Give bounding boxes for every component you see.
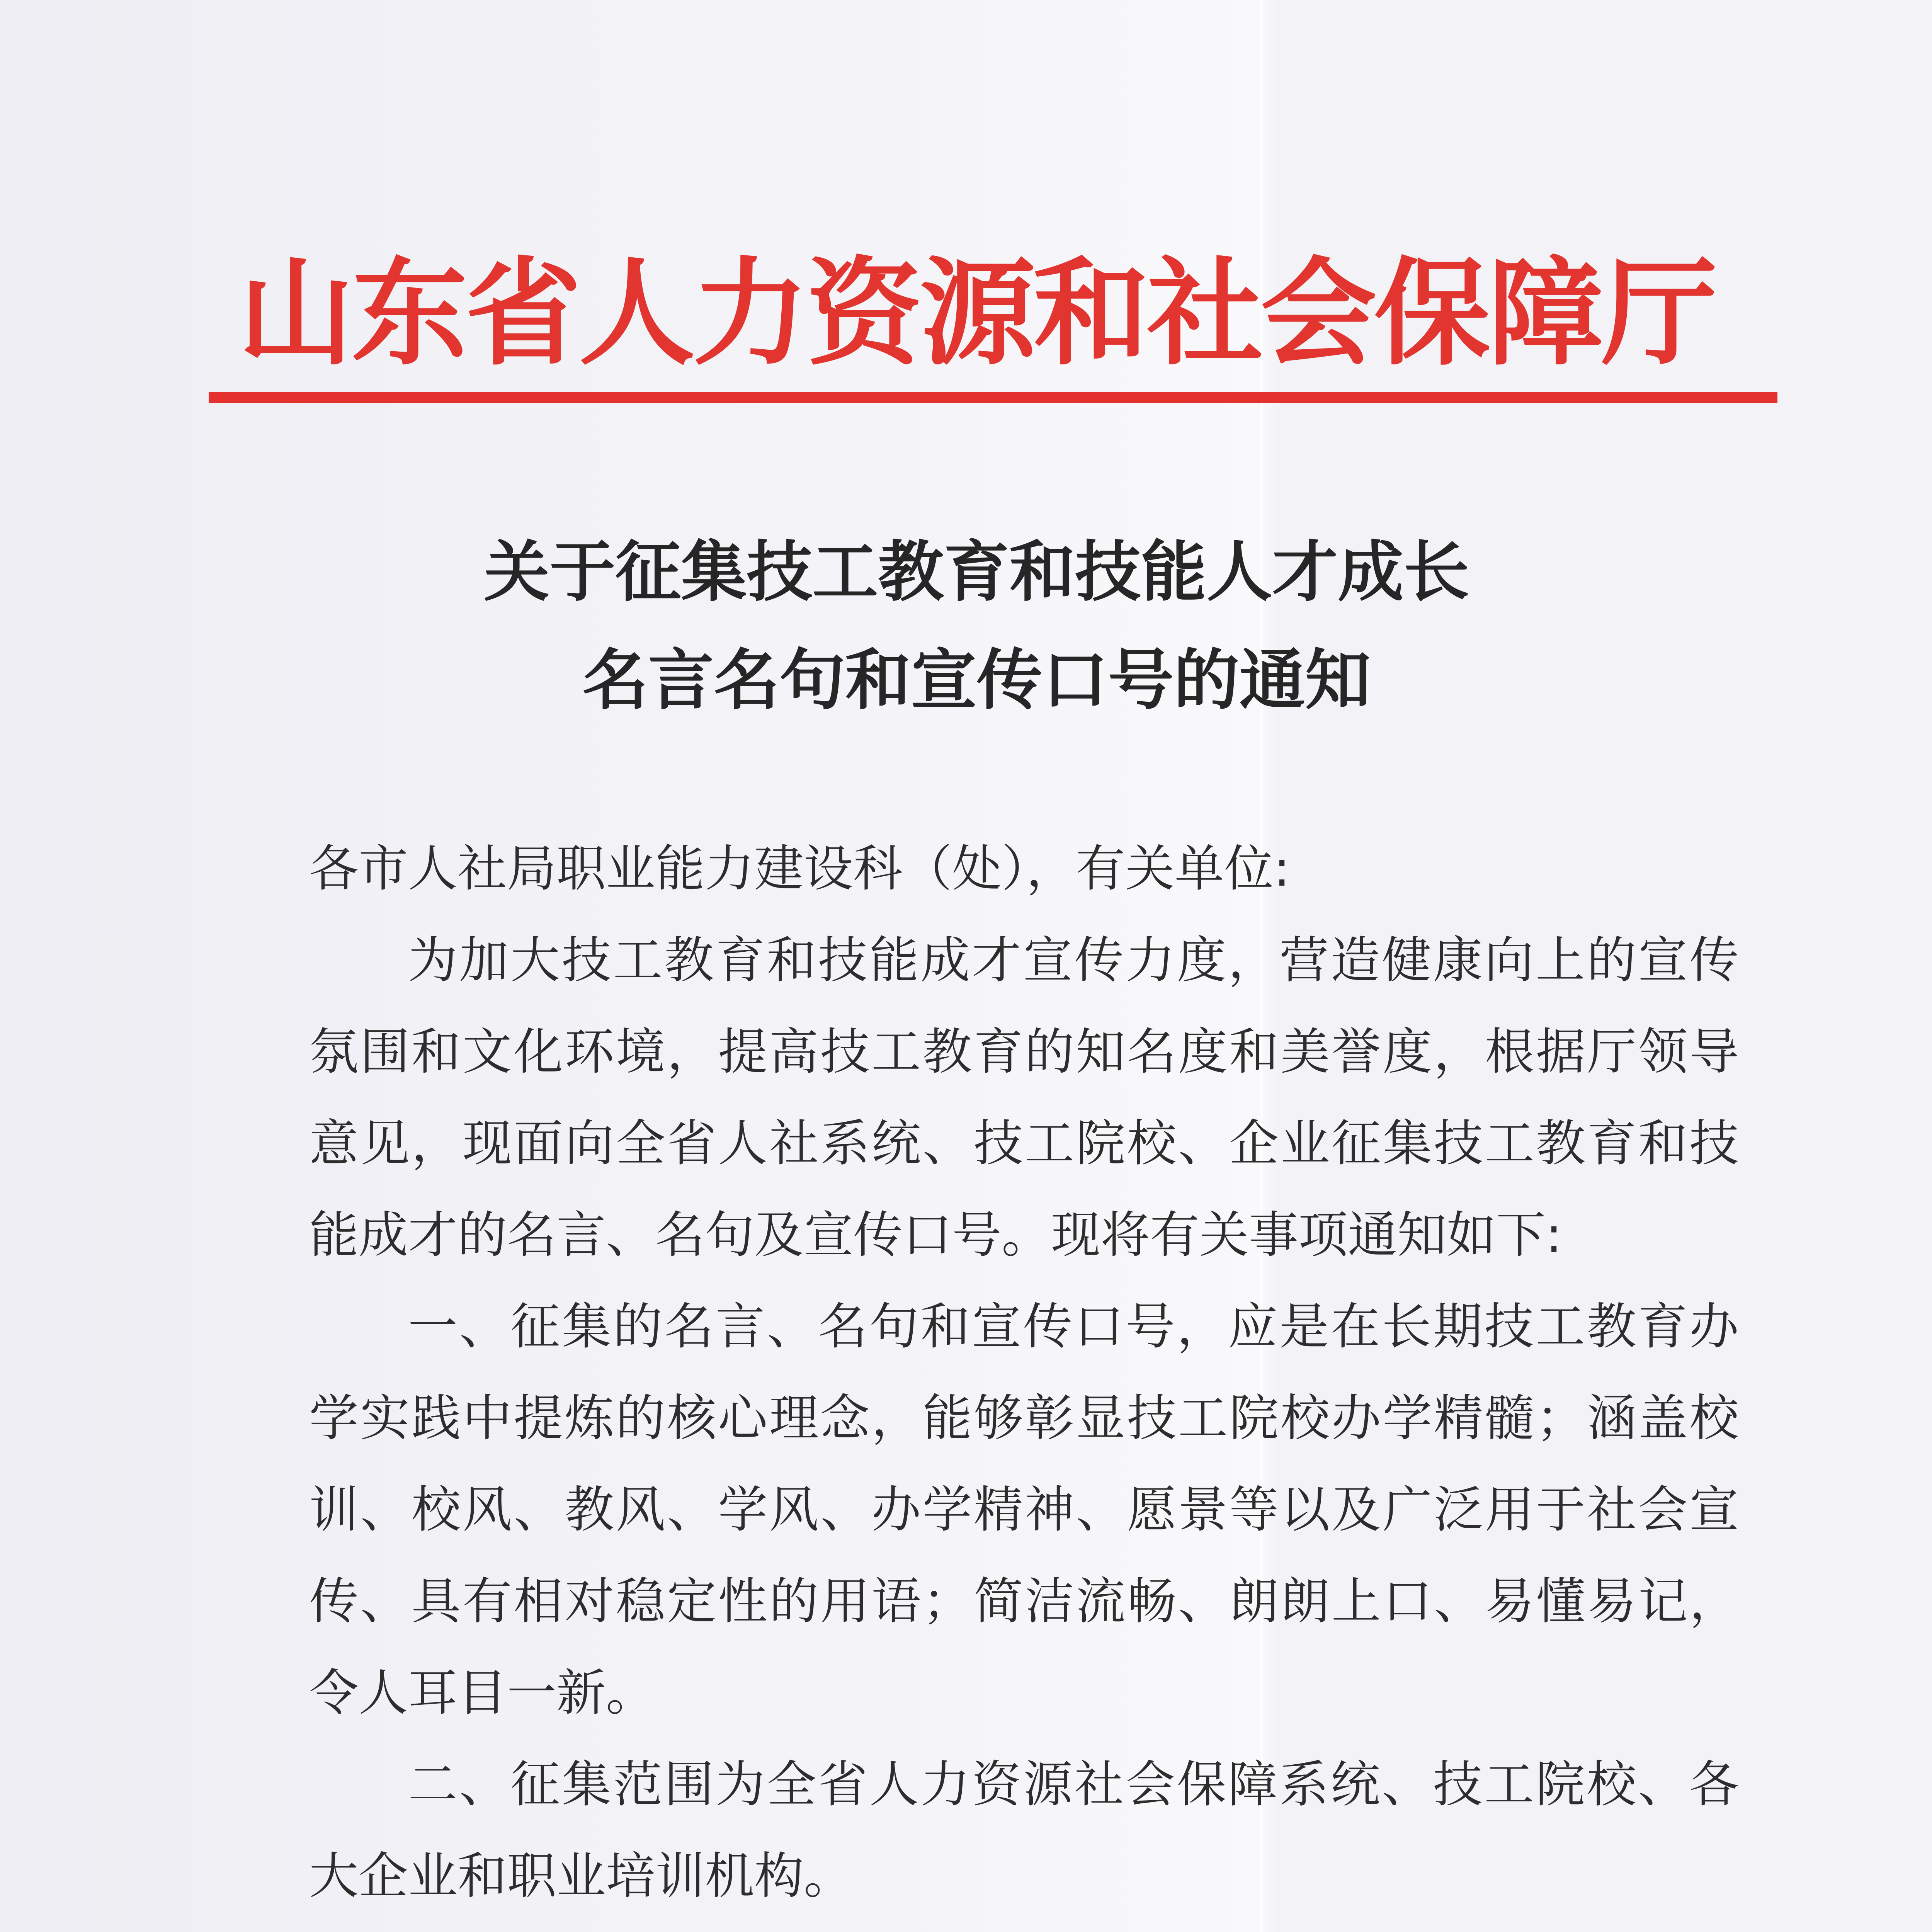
notice-title-line-1: 关于征集技工教育和技能人才成长 bbox=[484, 533, 1469, 611]
salutation: 各市人社局职业能力建设科（处），有关单位: bbox=[309, 840, 1291, 898]
item-1-paragraph: 一、征集的名言、名句和宣传口号，应是在长期技工教育办学实践中提炼的核心理念，能够彰显技工院校办学精髓；涵盖校训、校风、教风、学风、办学精神、愿景等以及广泛用于社会宣传、具有相对稳定性的用语；简洁流畅、朗朗上口、易懂易记，令人耳目一新。 bbox=[309, 1298, 1739, 1722]
letterhead-title: 山东省人力资源和社会保障厅 bbox=[238, 245, 1715, 381]
item-2-paragraph: 二、征集范围为全省人力资源社会保障系统、技工院校、各大企业和职业培训机构。 bbox=[309, 1756, 1739, 1905]
intro-paragraph: 为加大技工教育和技能成才宣传力度，营造健康向上的宣传氛围和文化环境，提高技工教育的知名度和美誉度，根据厅领导意见，现面向全省人社系统、技工院校、企业征集技工教育和技能成才的名言、名句及宣传口号。现将有关事项通知如下: bbox=[309, 932, 1739, 1264]
item-3-paragraph bbox=[309, 1922, 1739, 1932]
notice-title-line-2: 名言名句和宣传口号的通知 bbox=[582, 641, 1371, 719]
notice-body bbox=[309, 823, 1739, 1932]
notice-title bbox=[0, 518, 1932, 734]
letterhead-rule bbox=[209, 392, 1777, 403]
